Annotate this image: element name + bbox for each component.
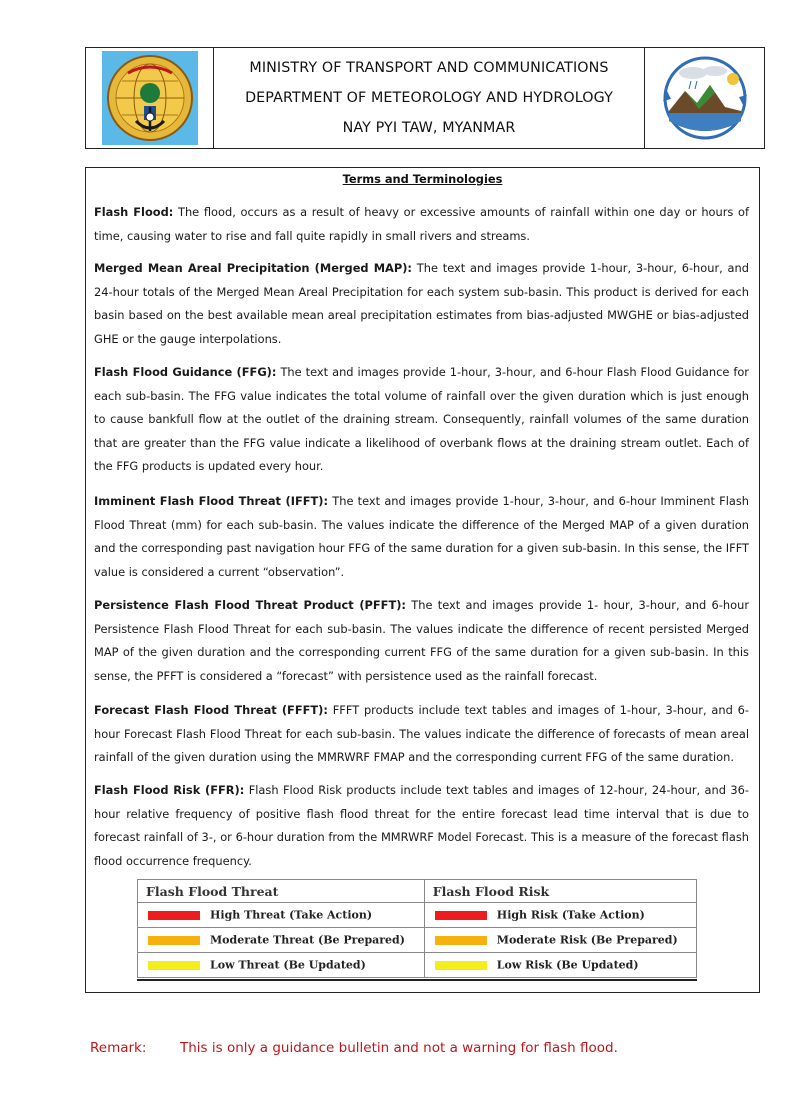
right-logo-cell [644,48,764,148]
term-label: Imminent Flash Flood Threat (IFFT): [94,494,329,508]
term-label: Persistence Flash Flood Threat Product (PFFT): [94,598,406,612]
term-ffft [94,699,749,770]
ministry-emblem-icon [102,51,198,145]
left-logo-cell [86,48,214,148]
moderate-color-swatch [148,936,200,945]
legend-header-row [138,880,697,903]
term-definition: The text and images provide 1-hour, 3-hour, and 6-hour Imminent Flash Flood Threat (mm) for each sub-basin. The values indicate the difference of the Merged MAP of a given duration and the corresponding past navigation hour FFG of the same duration for a given sub-basin. In this sense, the IFFT value is considered a current “observation”. [94,494,749,579]
term-merged-map [94,257,749,351]
term-label: Flash Flood Risk (FFR): [94,783,245,797]
term-ifft [94,490,749,584]
threat-cell [138,928,425,953]
high-color-swatch [148,911,200,920]
risk-label: High Risk (Take Action) [496,908,645,922]
risk-cell [424,903,696,928]
term-label: Flash Flood: [94,205,174,219]
threat-label: High Threat (Take Action) [210,908,373,922]
document-header [85,47,765,149]
header-ministry-line: MINISTRY OF TRANSPORT AND COMMUNICATIONS [249,60,609,76]
threat-label: Low Threat (Be Updated) [210,958,366,972]
term-label: Merged Mean Areal Precipitation (Merged MAP): [94,261,412,275]
risk-label: Moderate Risk (Be Prepared) [496,933,678,947]
term-definition: FFFT products include text tables and images of 1-hour, 3-hour, and 6-hour Forecast Flash Flood Threat for each sub-basin. The values indicate the difference of forecasts of mean areal rainfall of the given duration using the MMRWRF FMAP and the corresponding current FFG of the same duration. [94,703,750,765]
low-color-swatch [148,961,200,970]
terms-section [85,167,760,993]
terms-title: Terms and Terminologies [342,172,503,186]
term-label: Flash Flood Guidance (FFG): [94,365,277,379]
remark-text: This is only a guidance bulletin and not a warning for flash flood. [180,1040,618,1056]
threat-column-header: Flash Flood Threat [138,880,425,903]
low-color-swatch [435,961,487,970]
term-definition: The text and images provide 1- hour, 3-hour, and 6-hour Persistence Flash Flood Threat for each sub-basin. The values indicate the difference of recent persisted Merged MAP of the given duration and the corresponding current FFG of the same duration for a given sub-basin. In this sense, the PFFT is considered a “forecast” with persistence used as the rainfall forecast. [94,598,749,683]
high-color-swatch [435,911,487,920]
legend-row-low [138,953,697,978]
term-pfft [94,594,749,688]
header-title-block [214,48,644,148]
term-definition: The text and images provide 1-hour, 3-hour, and 6-hour Flash Flood Guidance for each sub-basin. The FFG value indicates the total volume of rainfall over the given duration which is just enough to cause bankfull flow at the outlet of the draining stream. Consequently, rainfall volumes of the same duration that are greater than the FFG value indicate a likelihood of overbank flows at the draining stream outlet. Each of the FFG products is updated every hour. [94,365,749,474]
threat-cell [138,953,425,978]
moderate-color-swatch [435,936,487,945]
risk-label: Low Risk (Be Updated) [496,958,639,972]
term-ffg [94,361,749,479]
term-ffr [94,779,749,873]
term-definition: The flood, occurs as a result of heavy or excessive amounts of rainfall within one day or hours of time, causing water to rise and fall quite rapidly in small rivers and streams. [94,205,749,243]
water-cycle-icon [655,51,755,145]
risk-cell [424,928,696,953]
term-definition: The text and images provide 1-hour, 3-hour, 6-hour, and 24-hour totals of the Merged Mean Areal Precipitation for each system sub-basin. This product is derived for each basin based on the best available mean areal precipitation estimates from bias-adjusted MWGHE or bias-adjusted GHE or the gauge interpolations. [94,261,749,346]
header-department-line: DEPARTMENT OF METEOROLOGY AND HYDROLOGY [245,90,613,106]
remark-label: Remark: [90,1040,147,1056]
legend-row-high [138,903,697,928]
threat-label: Moderate Threat (Be Prepared) [210,933,405,947]
legend-bottom-rule [137,979,697,981]
term-label: Forecast Flash Flood Threat (FFFT): [94,703,328,717]
term-definition: Flash Flood Risk products include text tables and images of 12-hour, 24-hour, and 36-hour relative frequency of positive flash flood threat for the entire forecast lead time interval that is due to forecast rainfall of 3-, or 6-hour duration from the MMRWRF Model Forecast. This is a measure of the forecast flash flood occurrence frequency. [94,783,749,868]
threat-risk-legend-table [137,879,697,978]
risk-column-header: Flash Flood Risk [424,880,696,903]
header-location-line: NAY PYI TAW, MYANMAR [342,120,516,136]
risk-cell [424,953,696,978]
legend-row-moderate [138,928,697,953]
threat-cell [138,903,425,928]
term-flash-flood [94,201,749,248]
